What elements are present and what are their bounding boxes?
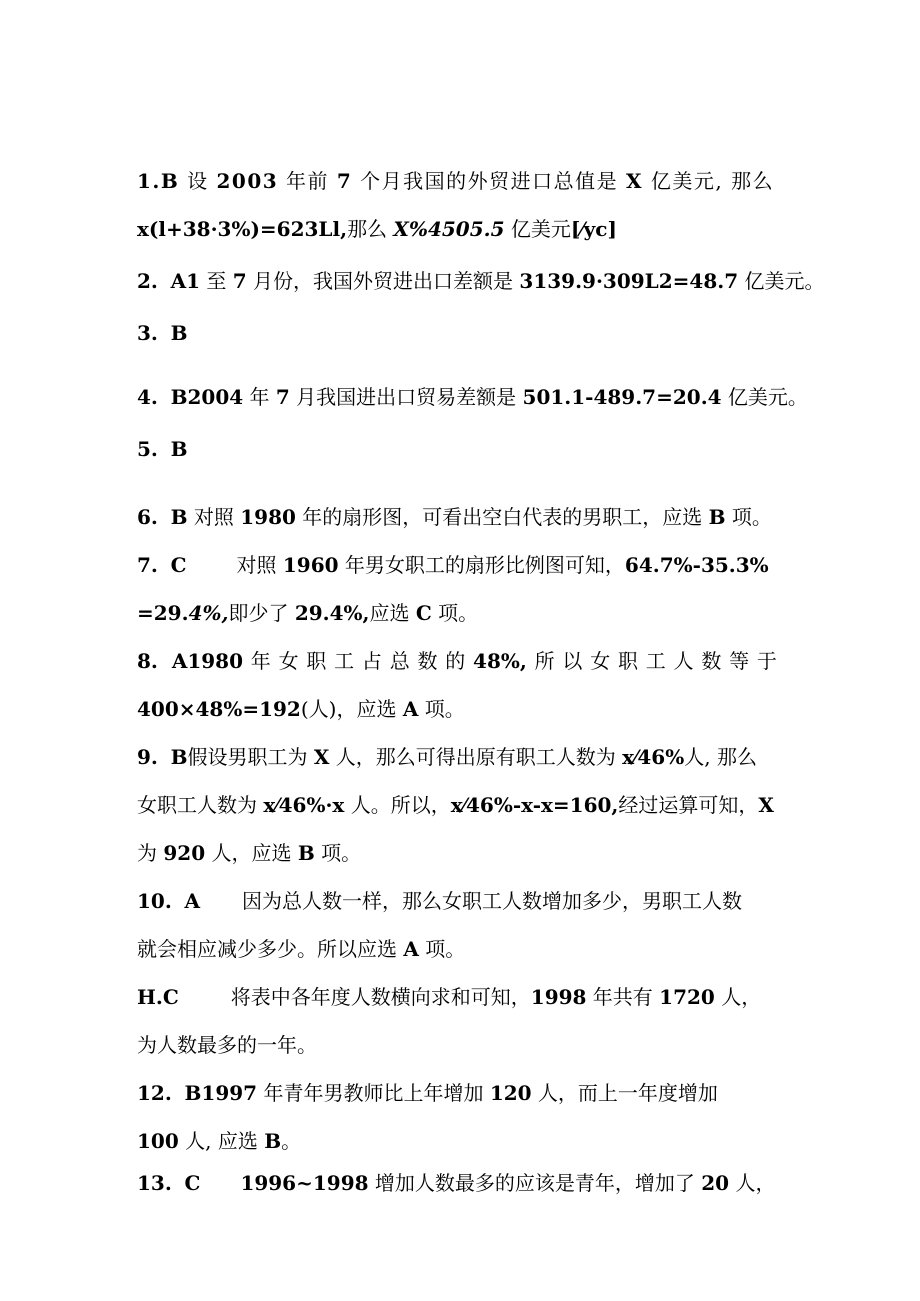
answer-10-line-1: 10. A 因为总人数一样，那么女职工人数增加多少，男职工人数 [137, 889, 743, 913]
answer-1-line-1: 1.B 设 2003 年前 7 个月我国的外贸进口总值是 X 亿美元, 那么 [137, 169, 775, 193]
answer-6: 6. B 对照 1980 年的扇形图，可看出空白代表的男职工，应选 B 项。 [137, 505, 772, 529]
answer-9-line-3: 为 920 人，应选 B 项。 [137, 841, 362, 865]
answer-8-line-1: 8. A1980 年 女 职 工 占 总 数 的 48%, 所 以 女 职 工 人 数 等 于 [137, 649, 777, 673]
answer-9-line-2: 女职工人数为 x⁄46%·x 人。所以，x⁄46%-x-x=160,经过运算可知，X [137, 793, 774, 817]
answer-1-line-2: x(l+38·3%)=623Ll,那么 X%4505.5 亿美元[⁄yc] [137, 217, 617, 241]
answer-10-line-2: 就会相应减少多少。所以应选 A 项。 [137, 937, 466, 961]
answer-9-line-1: 9. B假设男职工为 X 人，那么可得出原有职工人数为 x⁄46%人, 那么 [137, 745, 757, 769]
answer-11-line-2: 为人数最多的一年。 [137, 1033, 317, 1057]
answer-2: 2. A1 至 7 月份，我国外贸进出口差额是 3139.9·309L2=48.7 亿美元。 [137, 269, 825, 293]
answer-11-line-1: H.C 将表中各年度人数横向求和可知，1998 年共有 1720 人， [137, 985, 762, 1009]
answer-12-line-1: 12. B1997 年青年男教师比上年增加 120 人，而上一年度增加 [137, 1081, 718, 1105]
answer-13: 13. C 1996~1998 增加人数最多的应该是青年，增加了 20 人， [137, 1171, 776, 1195]
answer-7-line-2: =29.4%,即少了 29.4%,应选 C 项。 [137, 601, 479, 625]
answer-3: 3. B [137, 321, 188, 345]
answer-8-line-2: 400×48%=192(人)，应选 A 项。 [137, 697, 465, 721]
answer-4: 4. B2004 年 7 月我国进出口贸易差额是 501.1-489.7=20.4 亿美元。 [137, 385, 808, 409]
answer-5: 5. B [137, 437, 188, 461]
answer-12-line-2: 100 人, 应选 B。 [137, 1129, 302, 1153]
answer-7-line-1: 7. C 对照 1960 年男女职工的扇形比例图可知，64.7%-35.3% [137, 553, 769, 577]
